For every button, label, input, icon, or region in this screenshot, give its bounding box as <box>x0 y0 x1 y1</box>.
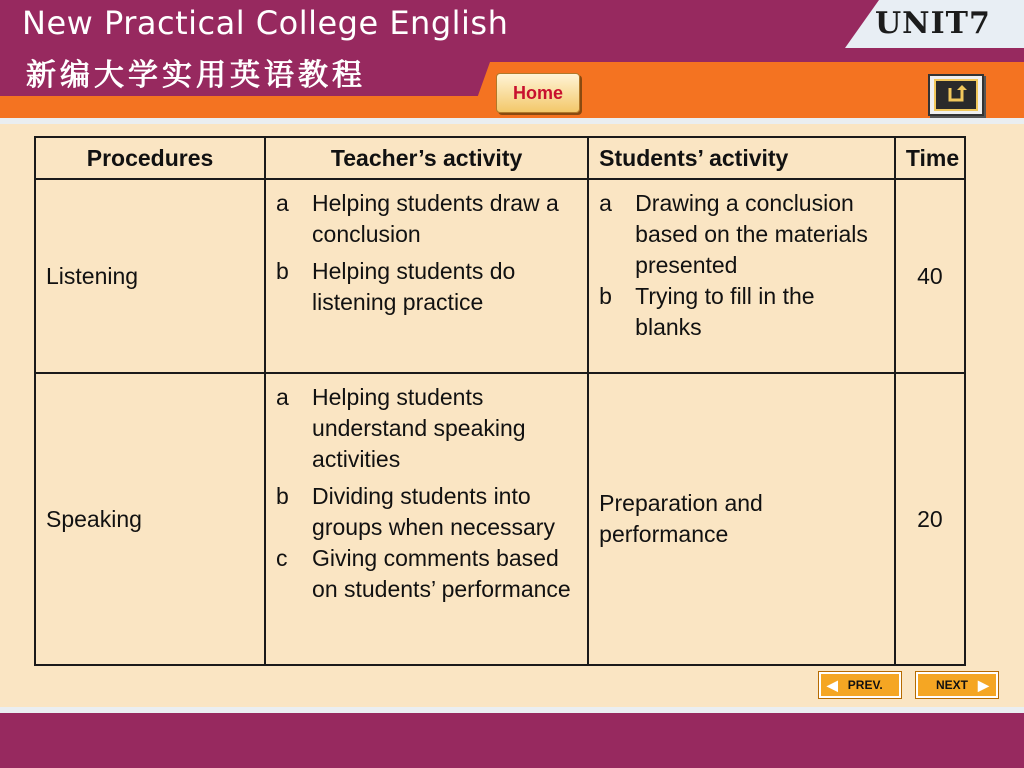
prev-button[interactable] <box>819 672 901 698</box>
table-row <box>35 373 965 665</box>
column-header-teacher: Teacher’s activity <box>265 137 588 179</box>
procedure-cell: Listening <box>35 179 265 373</box>
list-item <box>276 256 577 318</box>
students-activity-text: Preparation and performance <box>599 490 763 547</box>
next-label: NEXT <box>936 678 969 692</box>
table-row <box>35 179 965 373</box>
item-text: Trying to fill in the blanks <box>635 283 815 340</box>
unit-label: UNIT7 <box>875 6 991 41</box>
triangle-right-icon: ▶ <box>978 676 989 693</box>
table-header-row <box>35 137 965 179</box>
course-title-chinese: 新编大学实用英语教程 <box>26 58 366 93</box>
list-item <box>276 382 577 475</box>
list-item <box>276 481 577 543</box>
item-text: Giving comments based on students’ performance <box>312 545 571 602</box>
students-activity-cell <box>588 373 895 665</box>
procedure-cell: Speaking <box>35 373 265 665</box>
next-button[interactable] <box>916 672 998 698</box>
time-cell: 40 <box>895 179 965 373</box>
list-item <box>276 188 577 250</box>
divider <box>0 118 1024 124</box>
students-activity-cell <box>588 179 895 373</box>
item-label: b <box>276 258 289 284</box>
item-text: Helping students do listening practice <box>312 258 516 315</box>
back-button[interactable] <box>928 74 984 116</box>
item-text: Helping students understand speaking activities <box>312 384 526 472</box>
list-item <box>276 543 577 605</box>
item-text: Helping students draw a conclusion <box>312 190 559 247</box>
course-title: New Practical College English <box>22 4 509 42</box>
home-button[interactable]: Home <box>496 73 580 113</box>
triangle-left-icon: ◀ <box>827 676 838 693</box>
return-arrow-icon <box>934 79 978 111</box>
item-label: c <box>276 545 288 571</box>
item-text: Drawing a conclusion based on the materials presented <box>635 190 868 278</box>
list-item <box>599 281 884 343</box>
column-header-time: Time <box>895 137 965 179</box>
item-label: b <box>599 283 612 309</box>
item-label: b <box>276 483 289 509</box>
time-cell: 20 <box>895 373 965 665</box>
column-header-procedures: Procedures <box>35 137 265 179</box>
item-label: a <box>276 190 289 216</box>
prev-label: PREV. <box>847 678 883 692</box>
item-label: a <box>276 384 289 410</box>
procedures-table <box>34 136 966 666</box>
column-header-students: Students’ activity <box>588 137 895 179</box>
item-text: Dividing students into groups when necessary <box>312 483 555 540</box>
teacher-activity-cell <box>265 179 588 373</box>
item-label: a <box>599 190 612 216</box>
footer-band <box>0 713 1024 768</box>
list-item <box>599 188 884 281</box>
teacher-activity-cell <box>265 373 588 665</box>
